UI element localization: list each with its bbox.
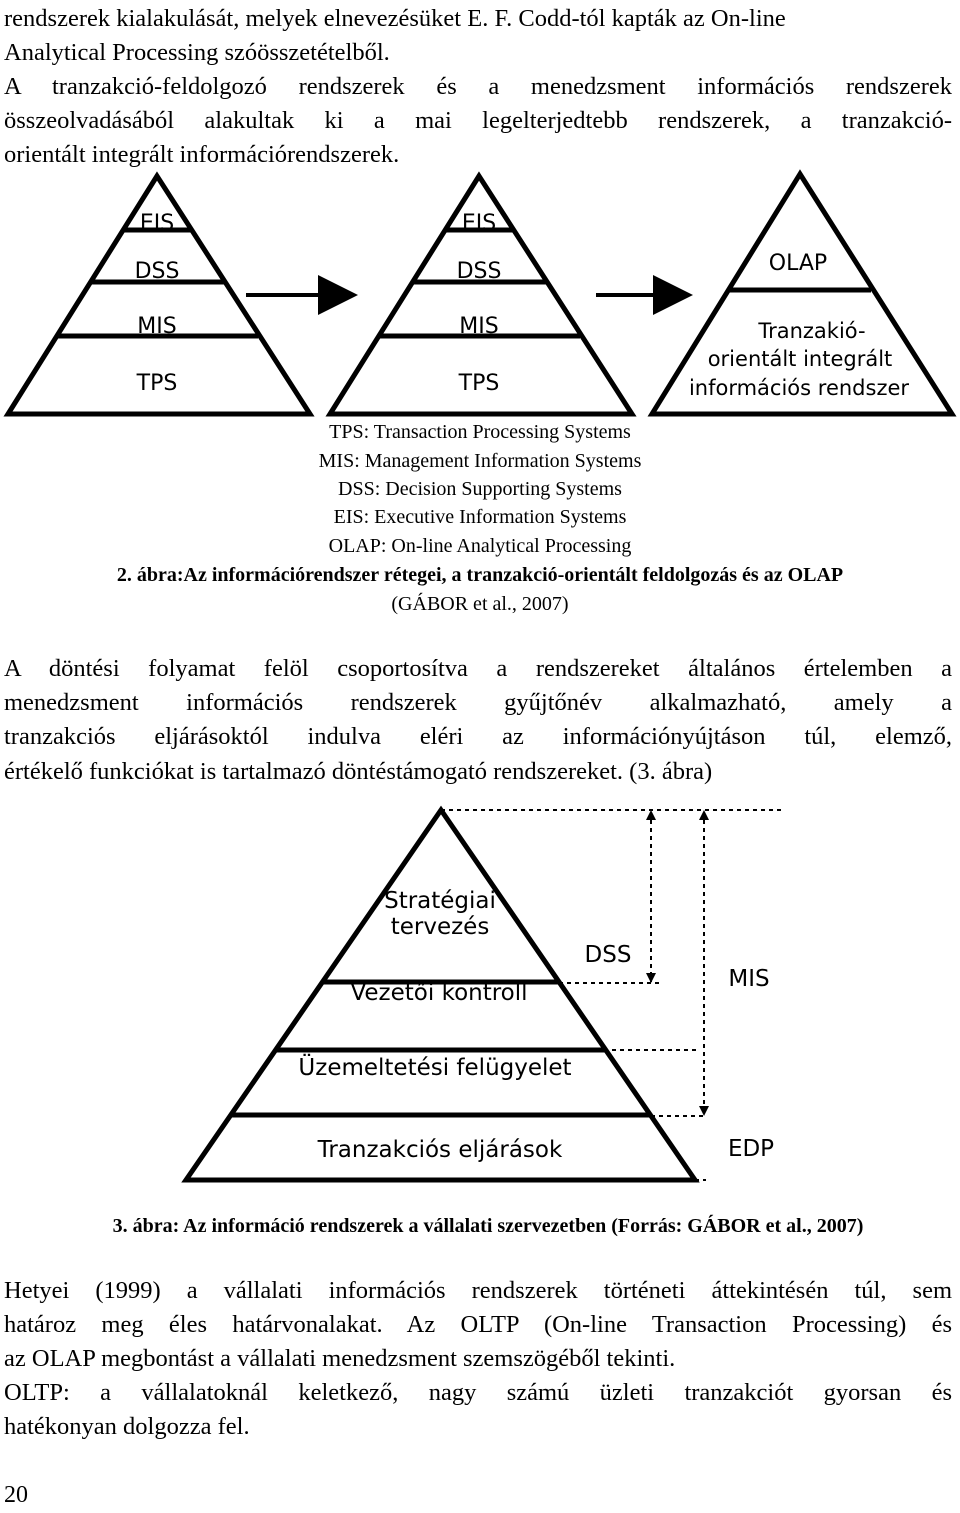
side-label-edp: EDP bbox=[727, 1136, 775, 1162]
level-label-strategic-2: tervezés bbox=[390, 914, 490, 940]
side-label-mis: MIS bbox=[728, 966, 770, 992]
legend-item: DSS: Decision Supporting Systems bbox=[338, 478, 622, 500]
dimension-arrows bbox=[646, 810, 709, 1116]
p2-label-dss: DSS bbox=[456, 259, 502, 284]
intro-line: A tranzakció-feldolgozó rendszerek és a menedzsment információs rendszerek bbox=[4, 73, 952, 100]
level-label-control: Vezetői kontroll bbox=[350, 980, 528, 1006]
p1-label-tps: TPS bbox=[136, 371, 178, 396]
p1-label-eis: EIS bbox=[139, 211, 175, 236]
p3-label-bottom-1: Tranzakió- bbox=[758, 319, 866, 343]
p2-label-eis: EIS bbox=[461, 211, 497, 236]
level-label-operational: Üzemeltetési felügyelet bbox=[298, 1055, 572, 1081]
para2-line: értékelő funkciókat is tartalmazó döntéstámogató rendszereket. (3. ábra) bbox=[4, 758, 713, 785]
p3-label-bottom-2: orientált integrált bbox=[707, 347, 893, 371]
p3-label-olap: OLAP bbox=[768, 251, 828, 276]
figure-2-caption: 2. ábra:Az információrendszer rétegei, a tranzakció-orientált feldolgozás és az OLAP bbox=[116, 564, 844, 586]
legend-item: MIS: Management Information Systems bbox=[318, 450, 642, 472]
figure-2-diagram bbox=[0, 168, 960, 418]
figure-2-caption-source bbox=[0, 590, 960, 618]
intro-line: összeolvadásából alakultak ki a mai legelterjedtebb rendszerek, a tranzakció- bbox=[4, 107, 952, 134]
caption-source-text: (GÁBOR et al., 2007) bbox=[391, 593, 569, 615]
para3-line: OLTP: a vállalatoknál keletkező, nagy számú üzleti tranzakciót gyorsan és bbox=[4, 1379, 952, 1406]
para2-line: menedzsment információs rendszerek gyűjtőnév alkalmazható, amely a bbox=[4, 689, 952, 716]
intro-line: rendszerek kialakulását, melyek elnevezésüket E. F. Codd-tól kapták az On-line bbox=[4, 5, 786, 32]
level-label-transactions: Tranzakciós eljárások bbox=[317, 1137, 563, 1163]
legend-item: OLAP: On-line Analytical Processing bbox=[328, 535, 632, 557]
intro-line: orientált integrált információrendszerek. bbox=[4, 141, 400, 168]
p2-label-mis: MIS bbox=[459, 314, 499, 339]
para2-line: A döntési folyamat felöl csoportosítva a rendszereket általános értelemben a bbox=[4, 655, 952, 682]
figure-3-caption: 3. ábra: Az információ rendszerek a vállalati szervezetben (Forrás: GÁBOR et al., 2007) bbox=[112, 1215, 864, 1237]
legend-item: TPS: Transaction Processing Systems bbox=[329, 421, 631, 443]
intro-line: Analytical Processing szóösszetételből. bbox=[4, 39, 390, 66]
para3-line: hatékonyan dolgozza fel. bbox=[4, 1413, 250, 1440]
level-label-strategic-1: Stratégiai bbox=[384, 888, 496, 914]
para2-line: tranzakciós eljárásoktól indulva eléri az információnyújtáson túl, elemző, bbox=[4, 723, 952, 750]
legend-item: EIS: Executive Information Systems bbox=[333, 506, 627, 528]
p1-label-mis: MIS bbox=[137, 314, 177, 339]
figure-3-diagram bbox=[0, 800, 960, 1200]
p3-label-bottom-3: információs rendszer bbox=[688, 376, 910, 400]
para3-line: az OLAP megbontást a vállalati menedzsment szemszögéből tekinti. bbox=[4, 1345, 676, 1372]
p2-label-tps: TPS bbox=[458, 371, 500, 396]
page-number: 20 bbox=[4, 1482, 28, 1508]
para3-line: Hetyei (1999) a vállalati információs rendszerek történeti áttekintésén túl, sem bbox=[4, 1277, 952, 1304]
p1-label-dss: DSS bbox=[134, 259, 180, 284]
side-label-dss: DSS bbox=[584, 942, 632, 968]
para3-line: határoz meg éles határvonalakat. Az OLTP (On-line Transaction Processing) és bbox=[4, 1311, 952, 1338]
